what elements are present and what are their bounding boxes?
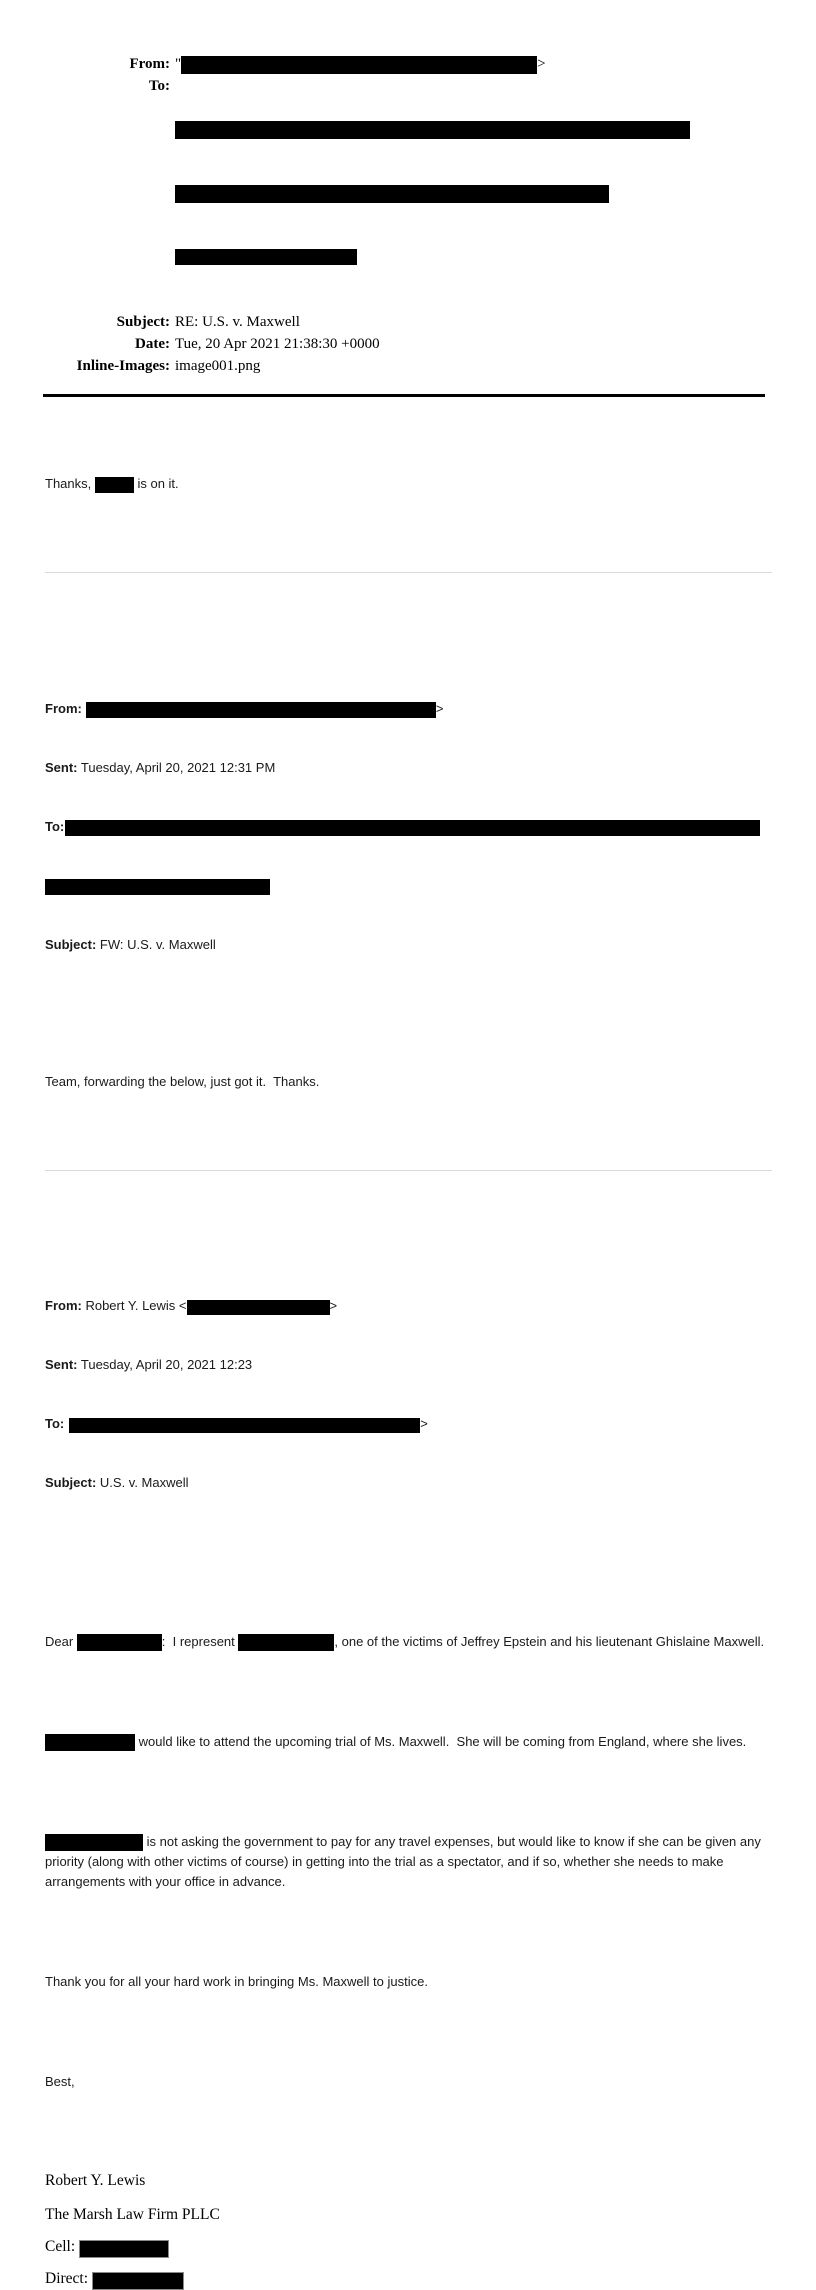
header-field-to [45,75,780,311]
header-field-inline-images [45,355,780,377]
redaction-bar [69,1418,420,1433]
email2-subject-line: Subject: FW: U.S. v. Maxwell [45,937,216,952]
redaction-bar [92,2272,184,2290]
date-value: Tue, 20 Apr 2021 21:38:30 +0000 [175,336,380,352]
date-label: Date: [135,336,170,352]
direct-label: Direct: [45,2270,92,2287]
signature-name: Robert Y. Lewis [45,2172,146,2189]
email2-sent-line: Sent: Tuesday, April 20, 2021 12:31 PM [45,760,276,775]
signature-direct-line [45,2269,816,2288]
email2-body: Team, forwarding the below, just got it. Thanks. [45,1074,320,1089]
email3-paragraph-4: Thank you for all your hard work in bringing Ms. Maxwell to justice. [45,1974,428,1989]
redaction-bar [45,879,270,895]
redaction-bar [175,185,609,203]
redaction-bar [238,1634,334,1651]
signature-cell-line [45,2237,816,2256]
header-field-from [45,53,780,75]
from-label: From: [129,56,170,72]
email2-to-line2 [45,876,780,895]
email3-header [45,1256,780,1532]
email2-to-line: To: [45,817,780,836]
header-field-date [45,333,780,355]
redaction-bar [86,702,436,718]
email3-paragraph-2: would like to attend the upcoming trial of Ms. Maxwell. She will be coming from England, where she lives. [45,1732,780,1752]
redaction-bar [65,820,760,836]
from-suffix: > [537,56,546,72]
redaction-bar [175,121,690,139]
inline-images-value: image001.png [175,358,261,374]
signature-firm: The Marsh Law Firm PLLC [45,2206,220,2223]
email3-paragraph-3: is not asking the government to pay for any travel expenses, but would like to know if she can be given any priority (along with other victims of course) in getting into the trial as a spectator, and if so, whether she needs to make arrangements with your office in advance. [45,1834,765,1889]
redaction-bar [175,249,357,265]
email2-from-line: From: > [45,701,444,716]
to-label: To: [148,78,170,94]
redaction-bar [77,1634,162,1651]
email3-subject-line: Subject: U.S. v. Maxwell [45,1475,189,1490]
inline-images-label: Inline-Images: [76,358,170,374]
quoted-email-divider [45,1170,772,1171]
email1-body: Thanks, is on it. [45,476,179,491]
subject-label: Subject: [116,314,170,330]
cell-label: Cell: [45,2238,80,2255]
email3-paragraph-1: Dear : I represent , one of the victims of Jeffrey Epstein and his lieutenant Ghislaine Maxwell. [45,1634,765,1649]
subject-value: RE: U.S. v. Maxwell [175,314,300,330]
redaction-bar [45,1734,135,1751]
email-body-area [45,397,780,2132]
redaction-bar [95,477,134,493]
email3-sent-line: Sent: Tuesday, April 20, 2021 12:23 [45,1357,253,1372]
email3-from-line: From: Robert Y. Lewis < > [45,1298,338,1313]
from-quote: " [175,56,182,72]
redaction-bar [181,56,537,74]
email3-to-line: To: > [45,1416,428,1431]
quoted-email-divider [45,572,772,573]
signature-block [45,2171,816,2288]
email2-header [45,659,780,994]
header-field-subject [45,311,780,333]
redaction-bar [79,2240,169,2258]
email-header [45,53,780,377]
redaction-bar [45,1834,143,1851]
email3-paragraph-5: Best, [45,2074,75,2089]
redaction-bar [187,1300,330,1315]
